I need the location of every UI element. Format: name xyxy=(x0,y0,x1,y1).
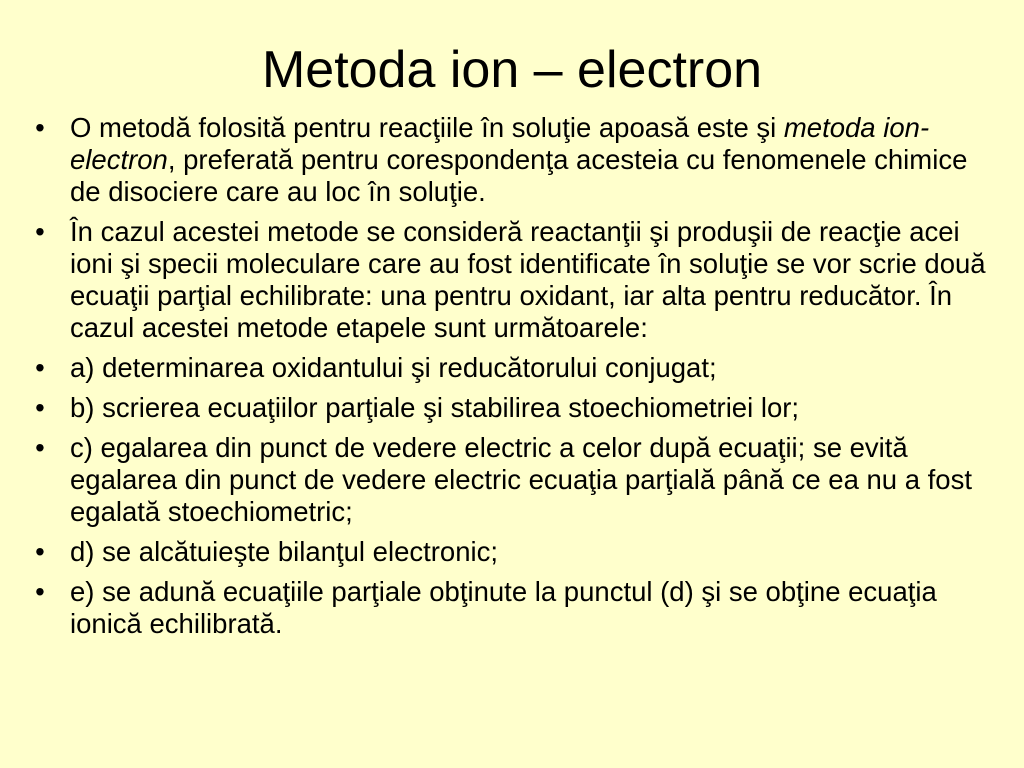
bullet-item xyxy=(28,216,1003,344)
bullet-item xyxy=(28,352,1003,384)
bullet-text xyxy=(70,112,967,207)
bullet-text: În cazul acestei metode se consideră reactanţii şi produşii de reacţie acei ioni şi specii moleculare care au fost identificate în soluţie se vor scrie două ecuaţii parţial echilibrate: una pentru oxidant, iar alta pentru reducător. În cazul acestei metode etapele sunt următoarele: xyxy=(70,216,986,343)
bullet-text: c) egalarea din punct de vedere electric a celor după ecuaţii; se evită egalarea din punct de vedere electric ecuaţia parţială până ce ea nu a fost egalată stoechiometric; xyxy=(70,432,972,527)
bullet-item xyxy=(28,392,1003,424)
bullet-marker: • xyxy=(35,112,45,143)
bullet-marker: • xyxy=(35,392,45,423)
bullet-text-start: O metodă folosită pentru reacţiile în soluţie apoasă este şi xyxy=(70,112,784,143)
bullet-list xyxy=(28,112,1003,648)
bullet-marker: • xyxy=(35,536,45,567)
bullet-item xyxy=(28,536,1003,568)
bullet-text: d) se alcătuieşte bilanţul electronic; xyxy=(70,536,499,567)
bullet-text: e) se adună ecuaţiile parţiale obţinute la punctul (d) şi se obţine ecuaţia ionică echilibrată. xyxy=(70,576,937,639)
bullet-item xyxy=(28,432,1003,528)
bullet-marker: • xyxy=(35,432,45,463)
slide-title: Metoda ion – electron xyxy=(261,41,763,99)
bullet-text: a) determinarea oxidantului şi reducătorului conjugat; xyxy=(70,352,717,383)
bullet-text-emphasis: metoda ion-electron xyxy=(70,112,930,175)
bullet-text: b) scrierea ecuaţiilor parţiale şi stabilirea stoechiometriei lor; xyxy=(70,392,800,423)
bullet-text-end: , preferată pentru corespondenţa acesteia cu fenomenele chimice de disociere care au loc în soluţie. xyxy=(70,144,968,207)
bullet-marker: • xyxy=(35,576,45,607)
bullet-item xyxy=(28,576,1003,640)
bullet-item xyxy=(28,112,1003,208)
bullet-marker: • xyxy=(35,352,45,383)
bullet-marker: • xyxy=(35,216,45,247)
